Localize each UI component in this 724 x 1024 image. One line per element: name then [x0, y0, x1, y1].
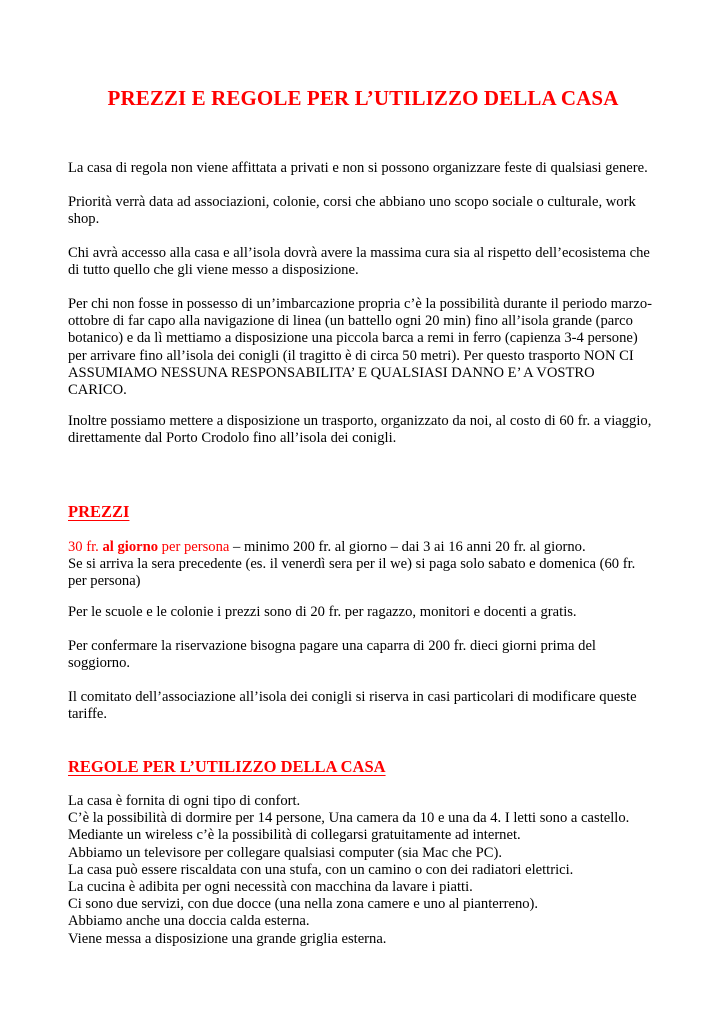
text-line: Inoltre possiamo mettere a disposizione un trasporto, organizzato da noi, al costo di 60 fr. a viaggio,: [68, 413, 652, 429]
regole-heading: REGOLE PER L’UTILIZZO DELLA CASA: [68, 757, 386, 776]
regole-list: [68, 793, 658, 948]
intro-paragraph-4: [68, 296, 658, 399]
regole-line: Mediante un wireless c’è la possibilità di collegarsi gratuitamente ad internet.: [68, 827, 521, 844]
intro-paragraph-3: [68, 245, 658, 279]
page-title: PREZZI E REGOLE PER L’UTILIZZO DELLA CASA: [107, 86, 619, 110]
prezzi-heading: PREZZI: [68, 502, 130, 521]
text-line: Priorità verrà data ad associazioni, colonie, corsi che abbiano uno scopo sociale o culturale, work: [68, 194, 636, 210]
text-line: Per chi non fosse in possesso di un’imbarcazione propria c’è la possibilità durante il periodo marzo-: [68, 296, 652, 312]
text-line: shop.: [68, 211, 100, 228]
text-line: La casa di regola non viene affittata a privati e non si possono organizzare feste di qualsiasi genere.: [68, 160, 648, 176]
text-line: tariffe.: [68, 706, 108, 723]
prezzi-paragraph-1: [68, 539, 658, 591]
regole-line: Ci sono due servizi, con due docce (una nella zona camere e uno al pianterreno).: [68, 896, 539, 913]
price-rest: – minimo 200 fr. al giorno – dai 3 ai 16 anni 20 fr. al giorno.: [229, 539, 586, 555]
text-line: per arrivare fino all’isola dei conigli (il tragitto è di circa 50 metri). Per questo trasporto NON CI: [68, 347, 634, 364]
text-line: Il comitato dell’associazione all’isola dei conigli si riserva in casi particolari di modificare queste: [68, 689, 637, 705]
text-line: Chi avrà accesso alla casa e all’isola dovrà avere la massima cura sia al rispetto dell’ecosistema che: [68, 245, 650, 261]
text-line: di tutto quello che gli viene messo a disposizione.: [68, 262, 359, 279]
text-line: CARICO.: [68, 382, 127, 399]
text-line: ottobre di far capo alla navigazione di linea (un battello ogni 20 min) fino all’isola grande (parco: [68, 313, 633, 330]
price-unit: per persona: [161, 539, 230, 555]
text-line: Per le scuole e le colonie i prezzi sono di 20 fr. per ragazzo, monitori e docenti a gratis.: [68, 604, 577, 620]
regole-line: Abbiamo un televisore per collegare qualsiasi computer (sia Mac che PC).: [68, 844, 503, 861]
intro-paragraph-1: [68, 160, 658, 177]
text-line: ASSUMIAMO NESSUNA RESPONSABILITA’ E QUALSIASI DANNO E’ A VOSTRO: [68, 364, 595, 381]
regole-line: Viene messa a disposizione una grande griglia esterna.: [68, 930, 387, 947]
text-line: soggiorno.: [68, 655, 131, 672]
text-line: Per confermare la riservazione bisogna pagare una caparra di 200 fr. dieci giorni prima del: [68, 638, 596, 654]
intro-paragraph-5: [68, 413, 658, 447]
price-period: al giorno: [102, 539, 159, 555]
intro-paragraph-2: [68, 194, 658, 228]
text-line: botanico) e da lì mettiamo a disposizione una piccola barca a remi in ferro (capienza 3-4 persone): [68, 330, 638, 347]
regole-line: La cucina è adibita per ogni necessità con macchina da lavare i piatti.: [68, 879, 473, 896]
price-line: [68, 539, 658, 556]
price-amount: 30 fr.: [68, 539, 99, 555]
prezzi-paragraph-3: [68, 638, 658, 672]
text-line: Se si arriva la sera precedente (es. il venerdì sera per il we) si paga solo sabato e domenica (60 fr.: [68, 556, 636, 573]
text-line: direttamente dal Porto Crodolo fino all’isola dei conigli.: [68, 430, 397, 447]
prezzi-paragraph-4: [68, 689, 658, 723]
regole-line: Abbiamo anche una doccia calda esterna.: [68, 913, 310, 930]
regole-line: La casa è fornita di ogni tipo di confort.: [68, 793, 301, 809]
text-line: per persona): [68, 573, 141, 590]
regole-line: La casa può essere riscaldata con una stufa, con un camino o con dei radiatori elettrici.: [68, 861, 574, 878]
prezzi-paragraph-2: [68, 604, 658, 621]
regole-line: C’è la possibilità di dormire per 14 persone, Una camera da 10 e una da 4. I letti sono a castello.: [68, 810, 630, 827]
